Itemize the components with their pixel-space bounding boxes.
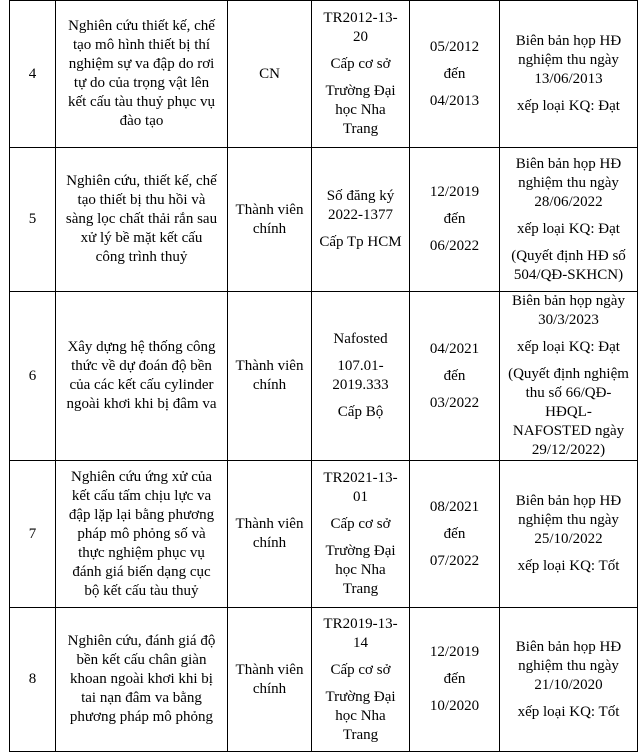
code-line: Nafosted — [333, 331, 388, 347]
result-line: 30/3/2023 — [538, 312, 599, 328]
code-line: 107.01- — [337, 358, 384, 374]
project-name-line: thức về dự đoán độ bền — [71, 358, 212, 374]
result-cell — [500, 461, 638, 608]
time-end: 07/2022 — [429, 552, 480, 569]
time-start: 12/2019 — [429, 644, 480, 660]
result-line: 21/10/2020 — [534, 676, 603, 693]
project-name-line: kết cấu tấm chịu lực va — [71, 487, 212, 504]
time-start: 05/2012 — [429, 38, 480, 55]
row-number-cell — [10, 608, 56, 752]
time-start: 08/2021 — [429, 498, 480, 515]
project-name-line: Nghiên cứu thiết kế, chế — [68, 18, 215, 34]
role-line: chính — [252, 680, 287, 697]
row-number: 5 — [28, 211, 37, 227]
row-number-cell — [10, 148, 56, 292]
row-number-cell — [10, 1, 56, 148]
projects-table — [9, 0, 638, 752]
project-name-line: tự do của trọng vật lên — [73, 75, 210, 91]
project-name-line: Nghiên cứu, đánh giá độ — [67, 633, 216, 649]
result-line: nghiệm thu ngày — [518, 657, 619, 674]
code-line: Trường Đại — [325, 83, 396, 99]
result-line: 25/10/2022 — [534, 531, 603, 547]
project-name-line: Xây dựng hệ thống công — [67, 339, 216, 355]
project-name-line: Nghiên cứu, thiết kế, chế — [66, 173, 217, 189]
role-cell — [228, 1, 312, 148]
result-cell — [500, 1, 638, 148]
code-line: Cấp cơ sở — [330, 661, 391, 678]
time-cell — [410, 608, 500, 752]
code-line: Trang — [342, 121, 379, 137]
project-name-line: khoan ngoài khơi khi bị — [70, 671, 213, 687]
code-line: Cấp cơ sở — [330, 56, 391, 72]
time-cell — [410, 292, 500, 461]
result-line: NAFOSTED ngày — [512, 423, 625, 439]
role-cell — [228, 461, 312, 608]
project-name-line: ngoài khơi khi bị đâm va — [66, 396, 217, 412]
role-line: Thành viên — [235, 201, 304, 218]
table-row — [10, 461, 638, 608]
time-to: đến — [443, 211, 466, 227]
result-line: 28/06/2022 — [534, 193, 603, 210]
result-line: nghiệm thu ngày — [518, 52, 619, 68]
time-end: 03/2022 — [429, 394, 480, 411]
project-name-line: sàng lọc chất thải rắn sau — [65, 211, 218, 227]
project-name-line: đào tạo — [119, 113, 164, 129]
project-name-line: nghiệm sự va đập do rơi — [68, 56, 215, 72]
result-cell — [500, 148, 638, 292]
project-name-cell — [56, 461, 228, 608]
time-to: đến — [443, 671, 466, 687]
project-name-cell — [56, 608, 228, 752]
time-start: 12/2019 — [429, 184, 480, 200]
result-line: Biên bản họp HĐ — [515, 155, 622, 172]
code-line: Trang — [342, 581, 379, 597]
role-line: chính — [252, 535, 287, 551]
result-cell — [500, 292, 638, 461]
project-name-line: tai nạn đâm va bằng — [81, 690, 202, 706]
row-number-cell — [10, 292, 56, 461]
code-line: học Nha — [335, 102, 386, 118]
result-line: 13/06/2013 — [534, 71, 603, 87]
project-name-cell — [56, 292, 228, 461]
result-line: (Quyết định nghiệm — [508, 366, 629, 382]
time-to: đến — [443, 367, 466, 384]
result-line: xếp loại KQ: Đạt — [517, 98, 620, 114]
code-cell — [312, 608, 410, 752]
time-end: 04/2013 — [429, 92, 480, 109]
time-end: 06/2022 — [429, 238, 480, 254]
code-line: học Nha — [335, 707, 386, 724]
result-line: xếp loại KQ: Tốt — [517, 558, 620, 574]
code-line: Cấp Bộ — [337, 404, 384, 420]
project-name-line: bền kết cấu chân giàn — [76, 652, 207, 668]
role-cell — [228, 608, 312, 752]
role-line: Thành viên — [235, 661, 304, 678]
row-number-cell — [10, 461, 56, 608]
time-cell — [410, 461, 500, 608]
project-name-line: pháp mô phỏng số và — [77, 525, 206, 542]
time-to: đến — [443, 525, 466, 542]
role-line: Thành viên — [235, 358, 304, 374]
code-line: 2022-1377 — [328, 207, 393, 223]
result-line: xếp loại KQ: Đạt — [517, 220, 620, 237]
role-line: CN — [259, 65, 280, 82]
result-line: 504/QĐ-SKHCN) — [513, 266, 624, 283]
result-line: Biên bản họp HĐ — [515, 493, 622, 509]
code-line: Trường Đại — [325, 543, 396, 559]
row-number: 8 — [28, 671, 37, 687]
role-line: chính — [252, 377, 287, 393]
code-line: Trang — [342, 726, 379, 743]
result-line: thu số 66/QĐ-HĐQL- — [525, 385, 612, 420]
code-line: TR2012-13- — [323, 10, 398, 26]
code-line: Trường Đại — [325, 688, 396, 705]
code-line: Số đăng ký — [326, 188, 395, 204]
role-cell — [228, 292, 312, 461]
project-name-line: phương pháp mô phỏng — [69, 709, 214, 725]
table-row — [10, 608, 638, 752]
code-line: TR2019-13- — [323, 615, 398, 632]
row-number: 6 — [28, 367, 37, 384]
project-name-line: của các kết cấu cylinder — [69, 377, 214, 393]
result-line: xếp loại KQ: Tốt — [517, 703, 620, 720]
project-name-line: kết cấu tàu thuỷ phục vụ — [67, 94, 216, 110]
time-cell — [410, 1, 500, 148]
role-cell — [228, 148, 312, 292]
result-line: Biên bản họp HĐ — [515, 33, 622, 49]
table-row — [10, 292, 638, 461]
role-line: chính — [252, 220, 287, 237]
row-number: 4 — [28, 65, 37, 82]
project-name-line: tạo thiết bị thu hồi và — [77, 192, 206, 208]
result-line: nghiệm thu ngày — [518, 512, 619, 528]
project-name-line: bộ kết cấu tàu thuỷ — [84, 582, 199, 599]
project-name-line: đập lặp lại bằng phương — [68, 506, 215, 523]
project-name-line: Nghiên cứu ứng xử của — [70, 468, 213, 485]
code-line: 14 — [353, 634, 368, 651]
code-line: 01 — [353, 489, 368, 505]
project-name-line: tạo mô hình thiết bị thí — [72, 37, 211, 53]
time-end: 10/2020 — [429, 698, 480, 714]
result-line: xếp loại KQ: Đạt — [517, 339, 620, 355]
code-line: Cấp Tp HCM — [319, 234, 402, 250]
time-cell — [410, 148, 500, 292]
code-cell — [312, 1, 410, 148]
table-row — [10, 1, 638, 148]
time-to: đến — [443, 65, 466, 82]
result-line: Biên bản họp HĐ — [515, 638, 622, 655]
project-name-line: xử lý bề mặt kết cấu — [80, 230, 203, 246]
code-line: học Nha — [335, 562, 386, 578]
project-name-line: thực nghiệm phục vụ — [78, 544, 205, 561]
code-cell — [312, 461, 410, 608]
table-row — [10, 148, 638, 292]
project-name-cell — [56, 1, 228, 148]
result-cell — [500, 608, 638, 752]
code-cell — [312, 292, 410, 461]
role-line: Thành viên — [235, 516, 304, 532]
project-name-line: công trình thuỷ — [95, 249, 188, 265]
project-name-cell — [56, 148, 228, 292]
project-name-line: đánh giá biến dạng cục — [72, 563, 211, 580]
code-line: 20 — [353, 29, 368, 45]
result-line: 29/12/2022) — [531, 442, 606, 458]
code-line: 2019.333 — [332, 377, 389, 393]
code-cell — [312, 148, 410, 292]
code-line: TR2021-13- — [323, 470, 398, 486]
result-line: nghiệm thu ngày — [518, 174, 619, 191]
result-line: (Quyết định HĐ số — [511, 247, 626, 264]
result-line: Biên bản họp ngày — [512, 293, 625, 309]
time-start: 04/2021 — [429, 340, 480, 357]
row-number: 7 — [28, 525, 37, 542]
code-line: Cấp cơ sở — [330, 516, 391, 532]
